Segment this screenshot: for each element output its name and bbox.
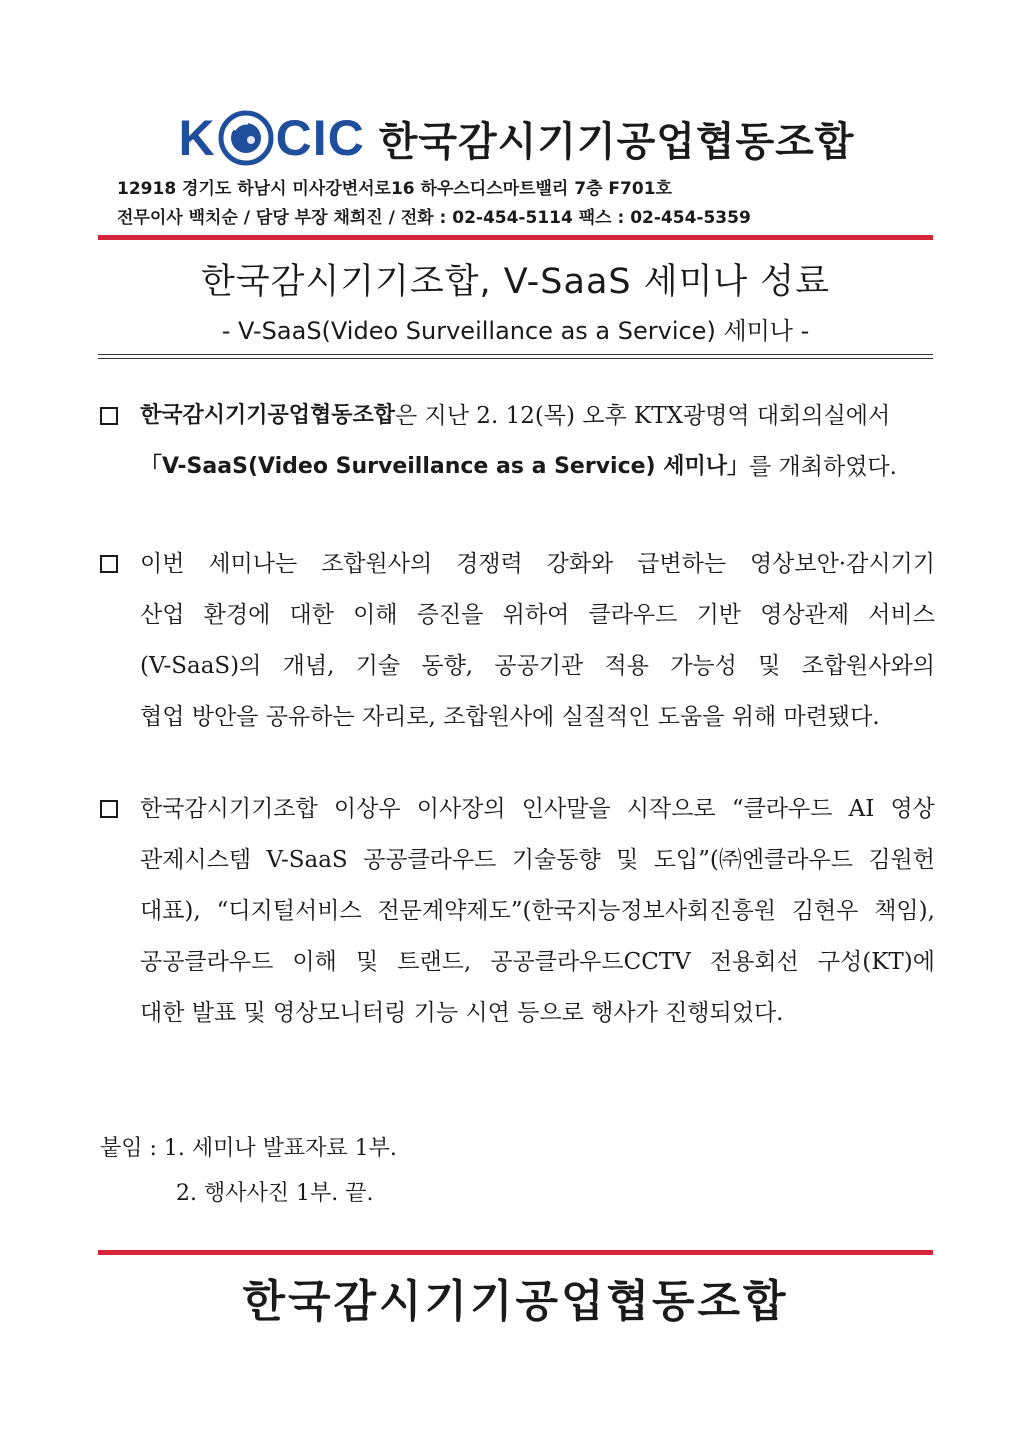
paragraph-line: 공공클라우드 이해 및 트랜드, 공공클라우드CCTV 전용회선 구성(KT)에 — [140, 949, 935, 975]
camera-lens-icon — [218, 110, 274, 166]
paragraph-line: 대한 발표 및 영상모니터링 기능 시연 등으로 행사가 진행되었다. — [140, 1000, 784, 1026]
org-title: 한국감시기기공업협동조합 — [378, 118, 855, 165]
logo-letter-k: K — [178, 110, 216, 166]
header-divider — [98, 235, 933, 240]
paragraph-line: 협업 방안을 공유하는 자리로, 조합원사에 실질적인 도움을 위해 마련됐다. — [140, 704, 880, 730]
attachment-line-2: 2. 행사사진 1부. 끝. — [176, 1181, 374, 1206]
footer-org-name: 한국감시기기공업협동조합 — [242, 1276, 789, 1327]
checkbox-bullet-icon — [100, 555, 118, 573]
paragraph-line: 한국감시기기조합 이상우 이사장의 인사말을 시작으로 “클라우드 AI 영상 — [140, 796, 935, 822]
paragraph-line: (V-SaaS)의 개념, 기술 동향, 공공기관 적용 가능성 및 조합원사와의 — [140, 653, 935, 679]
org-name-bold: 한국감시기기공업협동조합 — [140, 403, 396, 428]
paragraph-line: 산업 환경에 대한 이해 증진을 위하여 클라우드 기반 영상관제 서비스 — [140, 602, 935, 628]
document-title: 한국감시기기조합, V-SaaS 세미나 성료 — [201, 262, 830, 302]
paragraph-line: 이번 세미나는 조합원사의 경쟁력 강화와 급변하는 영상보안·감시기기 — [140, 551, 935, 577]
paragraph-line — [140, 451, 935, 502]
paragraph-line: 대표), “디지털서비스 전문계약제도”(한국지능정보사회진흥원 김현우 책임), — [140, 898, 935, 924]
kocic-logo — [179, 110, 365, 166]
logo-letters-cic: CIC — [275, 110, 365, 166]
checkbox-bullet-icon — [100, 800, 118, 818]
letterhead — [0, 108, 1033, 168]
seminar-name-bold: 「V-SaaS(Video Surveillance as a Service) 세미나」 — [140, 454, 750, 479]
attachment-line-1: 붙임 : 1. 세미나 발표자료 1부. — [100, 1136, 397, 1161]
contact-line: 전무이사 백치순 / 담당 부장 채희진 / 전화 : 02-454-5114 팩스 : 02-454-5359 — [117, 208, 751, 228]
address-line: 12918 경기도 하남시 미사강변서로16 하우스디스마트밸리 7층 F701호 — [117, 179, 672, 199]
title-divider — [98, 354, 933, 359]
footer-divider — [98, 1250, 933, 1255]
paragraph-line: 관제시스템 V-SaaS 공공클라우드 기술동향 및 도입”(㈜엔클라우드 김원헌 — [140, 847, 935, 873]
paragraph-line — [140, 400, 935, 451]
checkbox-bullet-icon — [100, 407, 118, 425]
document-subtitle: - V-SaaS(Video Surveillance as a Service) 세미나 - — [221, 317, 810, 345]
paragraph-text: 를 개최하였다. — [749, 454, 897, 480]
paragraph-text: 은 지난 2. 12(목) 오후 KTX광명역 대회의실에서 — [395, 403, 891, 429]
